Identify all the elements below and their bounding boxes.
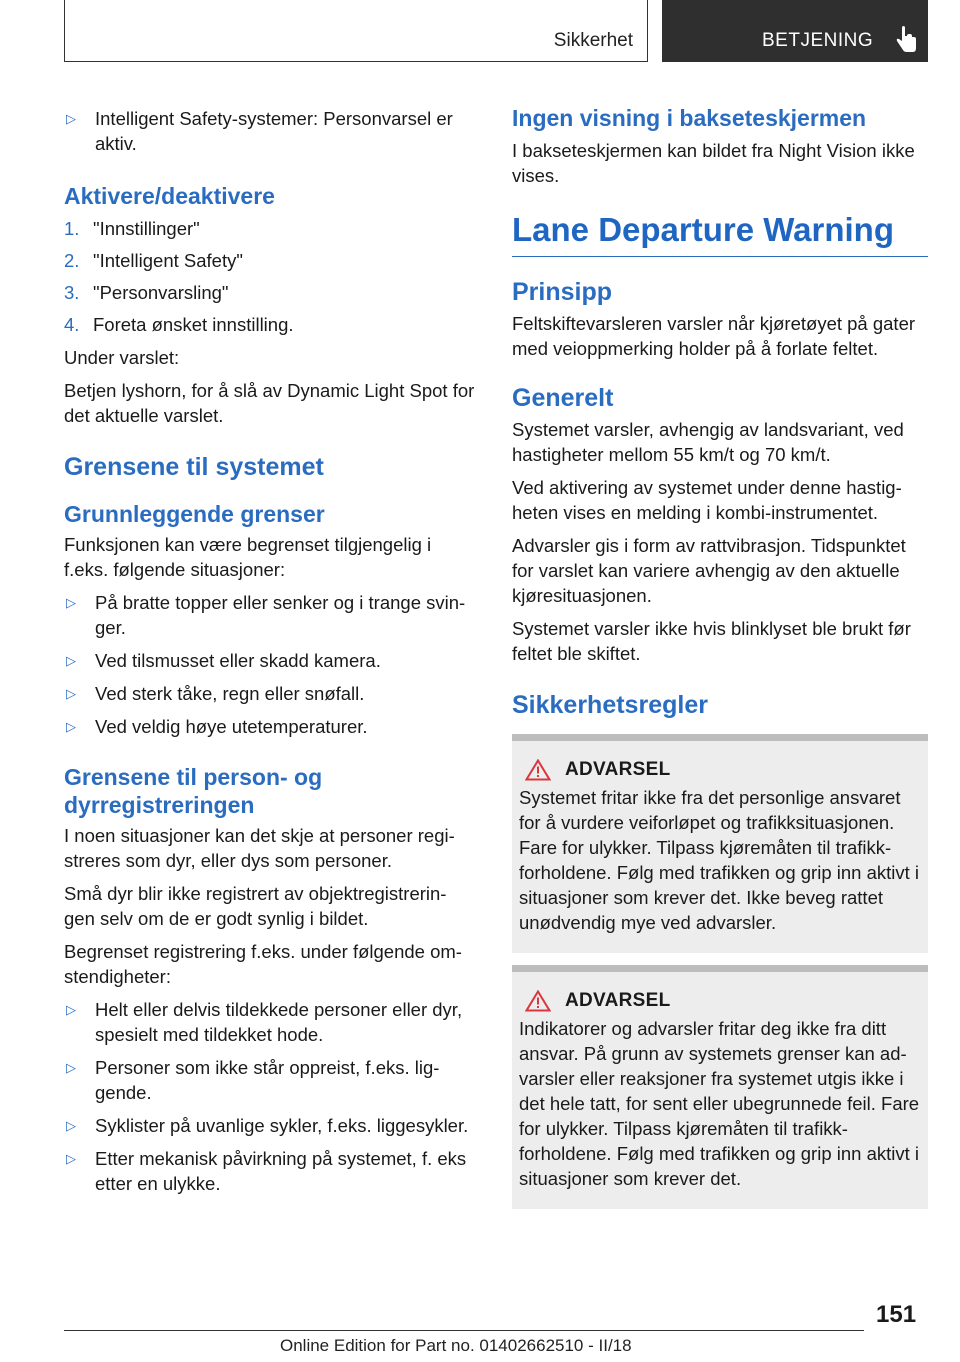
list-item: ▷ Personer som ikke står oppreist, f.eks. lig-gende.	[66, 1057, 440, 1103]
section-heading: Prinsipp	[512, 278, 613, 306]
list-item: ▷ Intelligent Safety-systemer: Personvarsel er aktiv.	[66, 108, 453, 154]
list-item: ▷ Ved sterk tåke, regn eller snøfall.	[66, 683, 365, 704]
section-tab	[64, 0, 648, 62]
footer-edition: Online Edition for Part no. 01402662510 - II/18	[280, 1336, 632, 1355]
page-number: 151	[876, 1301, 917, 1328]
list-item: ▷ Helt eller delvis tildekkede personer eller dyr, spesielt med tildekket hode.	[66, 999, 463, 1045]
paragraph: I noen situasjoner kan det skje at personer regi-streres som dyr, eller dys som personer.	[64, 825, 455, 871]
warning-box	[512, 965, 928, 1209]
warning-text: Indikatorer og advarsler fritar deg ikke fra ditt ansvar. På grunn av systemets grenser kan ad-varsler eller reaksjoner fra systemet utgis ikke i det hele tatt, for sent eller ubegrunnede feil. Fare for ulykker. Tilpass kjøremåten til trafikk-forholdene. Følg med trafikken og grip inn aktivt i situasjoner som krever det.	[519, 1018, 920, 1189]
list-item: 3. "Personvarsling"	[64, 282, 229, 303]
triangle-bullet-icon: ▷	[66, 653, 76, 668]
left-column	[64, 100, 476, 1196]
chapter-label: BETJENING	[762, 30, 874, 51]
subsection-heading: Grensene til person- og dyrregistreringen	[64, 764, 323, 818]
warning-triangle-icon	[525, 990, 551, 1012]
triangle-bullet-icon: ▷	[66, 1151, 76, 1166]
triangle-bullet-icon: ▷	[66, 1118, 76, 1133]
list-item: ▷ Ved veldig høye utetemperaturer.	[66, 716, 368, 737]
paragraph: Ved aktivering av systemet under denne hastig-heten vises en melding i kombi-instrumentet.	[512, 477, 902, 523]
warning-title: ADVARSEL	[565, 990, 671, 1011]
list-item: ▷ På bratte topper eller senker og i trange svin-ger.	[66, 592, 466, 638]
section-heading: Sikkerhetsregler	[512, 691, 708, 719]
paragraph: Under varslet:	[64, 347, 180, 368]
triangle-bullet-icon: ▷	[66, 1002, 76, 1017]
warning-text: Systemet fritar ikke fra det personlige ansvaret for å vurdere veiforløpet og trafikksituasjonen. Fare for ulykker. Tilpass kjøremåten til trafikk-forholdene. Følg med trafikken og grip inn aktivt i situasjoner som krever det. Ikke beveg rattet unødvendig mye ved advarsler.	[519, 787, 919, 933]
paragraph: Feltskiftevarsleren varsler når kjøretøyet på gater med veioppmerking holder på å forlate feltet.	[512, 313, 916, 359]
subsection-heading: Grunnleggende grenser	[64, 501, 325, 527]
chapter-tab	[662, 0, 928, 62]
paragraph: Begrenset registrering f.eks. under følgende om-stendigheter:	[64, 941, 462, 987]
paragraph: Små dyr blir ikke registrert av objektregistrerin-gen selv om de er godt synlig i bildet.	[64, 883, 447, 929]
warning-header	[519, 759, 920, 781]
paragraph: Funksjonen kan være begrenset tilgjengelig i f.eks. følgende situasjoner:	[64, 534, 432, 580]
warning-box	[512, 734, 928, 953]
section-heading: Aktivere/deaktivere	[64, 183, 275, 209]
list-item: 1. "Innstillinger"	[64, 218, 200, 239]
list-item: 2. "Intelligent Safety"	[64, 250, 243, 271]
subsection-heading: Ingen visning i bakseteskjermen	[512, 105, 867, 131]
triangle-bullet-icon: ▷	[66, 595, 76, 610]
section-heading: Grensene til systemet	[64, 453, 324, 481]
paragraph: Systemet varsler ikke hvis blinklyset ble brukt før feltet ble skiftet.	[512, 618, 911, 664]
triangle-bullet-icon: ▷	[66, 111, 76, 126]
list-item: ▷ Etter mekanisk påvirkning på systemet, f. eks etter en ulykke.	[66, 1148, 467, 1194]
list-item: 4. Foreta ønsket innstilling.	[64, 314, 294, 335]
paragraph: Systemet varsler, avhengig av landsvariant, ved hastigheter mellom 55 km/t og 70 km/t.	[512, 419, 904, 465]
list-item: ▷ Syklister på uvanlige sykler, f.eks. liggesykler.	[66, 1115, 469, 1136]
list-item: ▷ Ved tilsmusset eller skadd kamera.	[66, 650, 381, 671]
hand-pointer-icon	[894, 26, 918, 54]
warning-header	[519, 990, 920, 1012]
triangle-bullet-icon: ▷	[66, 686, 76, 701]
warning-title: ADVARSEL	[565, 759, 671, 780]
warning-triangle-icon	[525, 759, 551, 781]
page-header	[64, 0, 928, 64]
paragraph: I bakseteskjermen kan bildet fra Night Vision ikke vises.	[512, 140, 915, 186]
right-column	[512, 100, 928, 1209]
section-label: Sikkerhet	[553, 30, 633, 51]
triangle-bullet-icon: ▷	[66, 1060, 76, 1075]
footer-divider	[64, 1330, 864, 1331]
section-heading: Generelt	[512, 384, 614, 412]
chapter-heading: Lane Departure Warning	[512, 210, 928, 257]
triangle-bullet-icon: ▷	[66, 719, 76, 734]
paragraph: Advarsler gis i form av rattvibrasjon. Tidspunktet for varslet kan variere avhengig av den aktuelle kjøresituasjonen.	[512, 535, 906, 606]
paragraph: Betjen lyshorn, for å slå av Dynamic Light Spot for det aktuelle varslet.	[64, 380, 475, 426]
